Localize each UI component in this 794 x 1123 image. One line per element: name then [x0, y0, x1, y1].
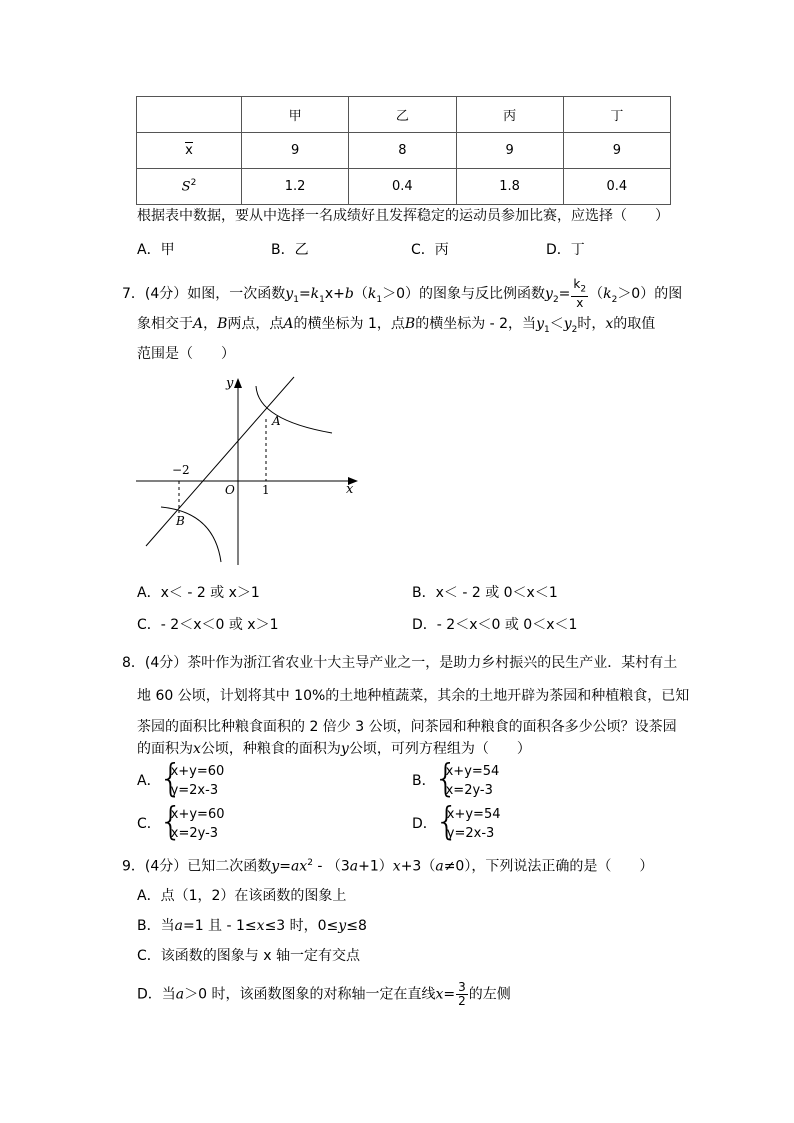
table-cell: 0.4	[349, 169, 456, 205]
q9-option-d[interactable]: D．当a＞0 时，该函数图象的对称轴一定在直线x= $\frac{3}{2}$ 的左侧	[137, 980, 511, 1008]
table-cell: 9	[456, 133, 563, 169]
q8-option-d[interactable]: D． { x+y=54 y=2x-3	[412, 805, 501, 843]
table-cell: 丙	[456, 97, 563, 133]
q8-line-1: 8．(4分）茶叶作为浙江省农业十大主导产业之一，是助力乡村振兴的民生产业．某村有土	[122, 655, 678, 671]
function-graph	[136, 370, 366, 570]
q6-prompt: 根据表中数据，要从中选择一名成绩好且发挥稳定的运动员参加比赛，应选择（ ）	[137, 208, 669, 224]
point-b-label: B	[176, 514, 185, 528]
q6-option-d[interactable]: D．丁	[546, 242, 585, 258]
y-axis-arrow-icon	[234, 378, 242, 388]
q7-option-d[interactable]: D．- 2＜x＜0 或 0＜x＜1	[412, 617, 578, 633]
q8-option-c[interactable]: C． { x+y=60 x=2y-3	[137, 805, 225, 843]
x-bar-symbol: x	[185, 143, 193, 158]
variance-label: $S^2$	[137, 169, 242, 205]
equation-system: { x+y=60 y=2x-3	[161, 762, 225, 800]
mean-label	[137, 133, 242, 169]
table-cell: 丁	[563, 97, 670, 133]
score-table	[136, 96, 671, 205]
equation-system: { x+y=60 x=2y-3	[161, 805, 225, 843]
q8-option-a[interactable]: A． { x+y=60 y=2x-3	[137, 762, 224, 800]
q7-option-a[interactable]: A．x＜ - 2 或 x＞1	[137, 585, 260, 601]
y-axis-label: y	[226, 376, 234, 391]
q7-line-3: 范围是（ ）	[137, 346, 235, 362]
tick-label-1: 1	[262, 483, 270, 497]
q9-line-1: 9．(4分）已知二次函数$y=ax^2 - (3a+1)x+3(a\ne 0)$，下列说法正确的是（ ）	[122, 858, 654, 875]
table-cell: 1.2	[242, 169, 349, 205]
table-cell	[137, 97, 242, 133]
q9-option-a[interactable]: A．点（1，2）在该函数的图象上	[137, 888, 347, 904]
hyperbola-branch-lower	[161, 507, 221, 562]
point-a-label: A	[272, 414, 281, 428]
hyperbola-branch-upper	[256, 386, 332, 433]
fraction-3-over-2: $\frac{3}{2}$	[458, 980, 466, 1008]
q6-option-c[interactable]: C．丙	[411, 242, 449, 258]
q7-line-1: 7．(4分）如图，一次函数$y_1=k_1x+b(k_1>0)$的图象与反比例函数$y_2=$ $\frac{k_2}{x}$ $(k_2>0)$的图	[122, 277, 683, 311]
table-cell: 1.8	[456, 169, 563, 205]
tick-label-neg2: −2	[172, 463, 190, 477]
q7-option-b[interactable]: B．x＜ - 2 或 0＜x＜1	[412, 585, 558, 601]
equation-system: { x+y=54 y=2x-3	[437, 805, 501, 843]
q9-option-c[interactable]: C．该函数的图象与 x 轴一定有交点	[137, 948, 360, 964]
q9-option-b[interactable]: B．当a=1 且 - 1≤x≤3 时，0≤y≤8	[137, 918, 367, 934]
linear-function-line	[146, 377, 294, 546]
equation-system: { x+y=54 x=2y-3	[436, 762, 500, 800]
q8-option-b[interactable]: B． { x+y=54 x=2y-3	[412, 762, 499, 800]
table-cell: 乙	[349, 97, 456, 133]
q7-line-2: 象相交于A，B两点，点A的横坐标为 1，点B的横坐标为 - 2，当$y_1<y_2$时，x的取值	[137, 316, 656, 335]
table-cell: 甲	[242, 97, 349, 133]
table-cell: 0.4	[563, 169, 670, 205]
fraction-k2-over-x: $\frac{k_2}{x}$	[573, 277, 587, 311]
table-row	[137, 169, 671, 205]
q8-line-2: 地 60 公顷，计划将其中 10%的土地种植蔬菜，其余的土地开辟为茶园和种植粮食，已知	[137, 688, 690, 704]
table-cell: 9	[563, 133, 670, 169]
table-cell: 9	[242, 133, 349, 169]
origin-label: O	[225, 483, 235, 497]
q8-line-4: 的面积为x公顷，种粮食的面积为y公顷，可列方程组为（ ）	[137, 741, 531, 757]
table-cell: 8	[349, 133, 456, 169]
table-header-row	[137, 97, 671, 133]
x-axis-label: x	[346, 482, 354, 497]
q6-option-a[interactable]: A．甲	[137, 242, 175, 258]
q6-option-b[interactable]: B．乙	[271, 242, 309, 258]
q7-option-c[interactable]: C．- 2＜x＜0 或 x＞1	[137, 617, 279, 633]
table-row	[137, 133, 671, 169]
q8-line-3: 茶园的面积比种粮食面积的 2 倍少 3 公顷，问茶园和种粮食的面积各多少公顷？设茶园	[137, 719, 677, 735]
